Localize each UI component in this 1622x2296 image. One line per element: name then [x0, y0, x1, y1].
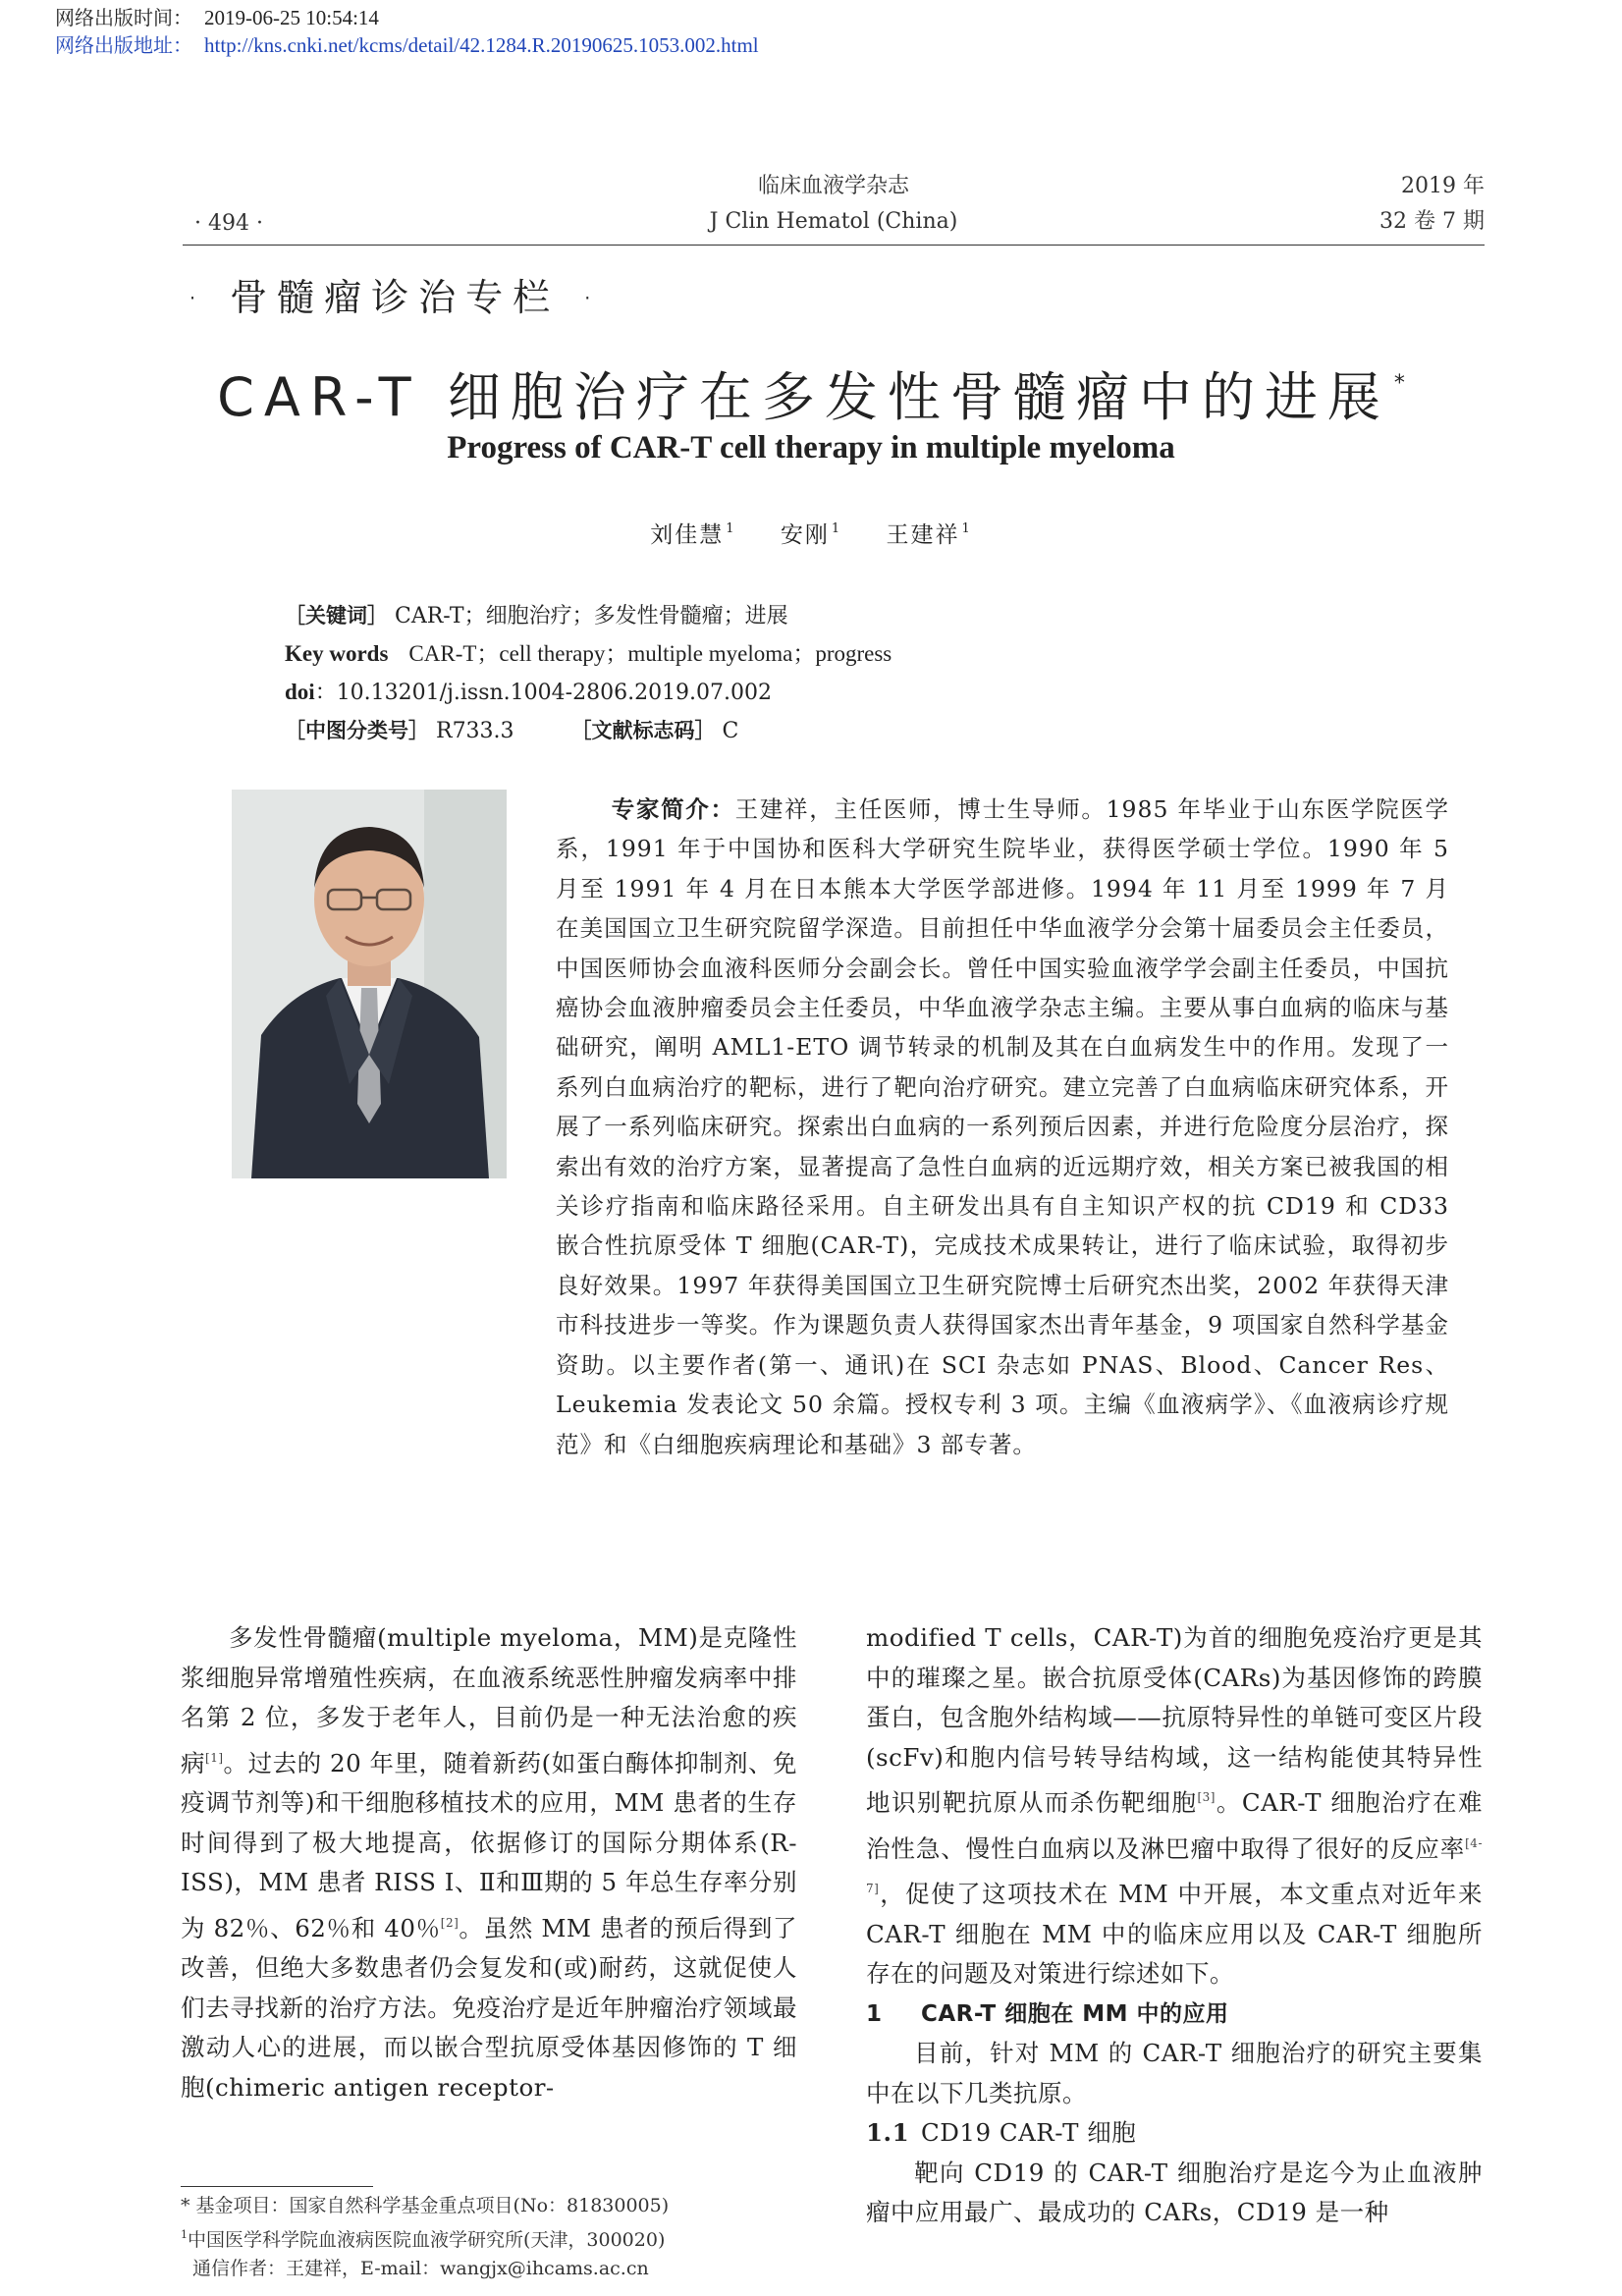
keywords-label: ［关键词］ — [285, 604, 388, 628]
author-affiliation: 1 — [831, 521, 842, 536]
author — [781, 522, 841, 548]
keywords-line — [285, 597, 892, 635]
subsection-title: CD19 CAR-T 细胞 — [921, 2118, 1137, 2147]
doc-code-label: ［文献标志码］ — [570, 719, 716, 742]
subsection-heading — [866, 2113, 1483, 2154]
text-run: modified T cells，CAR-T)为首的细胞免疫治疗更是其中的璀璨之星。嵌合抗原受体(CARs)为基因修饰的跨膜蛋白，包含胞外结构域——抗原特异性的单链可变区片段(scFv)和胞内信号转导结构域，这一结构能使其特异性地识别靶抗原从而杀伤靶细胞 — [866, 1623, 1483, 1817]
body-paragraph — [866, 1618, 1483, 1995]
header-rule — [183, 245, 1485, 246]
article-title-en: Progress of CAR-T cell therapy in multiple myeloma — [447, 430, 1175, 465]
subsection-number: 1.1 — [866, 2118, 910, 2147]
body-paragraph: 目前，针对 MM 的 CAR-T 细胞治疗的研究主要集中在以下几类抗原。 — [866, 2039, 1483, 2107]
doi-line — [285, 674, 892, 712]
section-number: 1 — [866, 2000, 883, 2027]
online-address-link[interactable]: http://kns.cnki.net/kcms/detail/42.1284.R.20190625.1053.002.html — [204, 33, 759, 57]
citation: [2] — [440, 1915, 460, 1930]
doc-code-value: C — [722, 719, 739, 743]
expert-portrait — [232, 790, 507, 1178]
body-column-left — [181, 1618, 797, 2107]
author-affiliation: 1 — [961, 521, 972, 536]
footnote-affiliation — [181, 2220, 809, 2255]
keywords-en-label: Key words — [285, 641, 389, 666]
online-publication-info — [55, 4, 759, 59]
author-list — [0, 517, 1622, 549]
article-metadata — [285, 597, 892, 750]
body-paragraph: 靶向 CD19 的 CAR-T 细胞治疗是迄今为止血液肿瘤中应用最广、最成功的 CARs，CD19 是一种 — [866, 2158, 1483, 2226]
portrait-illustration — [232, 790, 507, 1178]
body-paragraph — [181, 1618, 797, 2107]
author-name: 王建祥 — [886, 522, 960, 548]
section-title: CAR-T 细胞在 MM 中的应用 — [921, 2000, 1229, 2027]
affiliation-mark: 1 — [181, 2228, 188, 2241]
text-run: 。CAR-T 细胞治疗在难治性急、慢性白血病以及淋巴瘤中取得了很好的反应率 — [866, 1788, 1484, 1863]
online-address-line[interactable] — [55, 31, 759, 59]
footnote-correspondence: 通信作者：王建祥，E-mail：wangjx@ihcams.ac.cn — [192, 2258, 649, 2279]
citation: [3] — [1197, 1790, 1216, 1804]
classification-line — [285, 712, 892, 750]
affiliation-text: 中国医学科学院血液病医院血液学研究所(天津，300020) — [188, 2229, 666, 2251]
expert-bio-text: 王建祥，主任医师，博士生导师。1985 年毕业于山东医学院医学系，1991 年于中国协和医科大学研究生院毕业，获得医学硕士学位。1990 年 5 月至 1991 年 4 月在日本熊本大学医学部进修。1994 年 11 月至 1999 年 7 月在美国国立卫生研究院留学深造。目前担任中华血液学分会第十届委员会主任委员，中国医师协会血液科医师分会副会长。曾任中国实验血液学学会副主任委员，中国抗癌协会血液肿瘤委员会主任委员，中华血液学杂志主编。主要从事白血病的临床与基础研究，阐明 AML1-ETO 调节转录的机制及其在白血病发生中的作用。发现了一系列白血病治疗的靶标，进行了靶向治疗研究。建立完善了白血病临床研究体系，开展了一系列临床研究。探索出白血病的一系列预后因素，并进行危险度分层治疗，探索出有效的治疗方案，显著提高了急性白血病的近远期疗效，相关方案已被我国的相关诊疗指南和临床路径采用。自主研发出具有自主知识产权的抗 CD19 和 CD33 嵌合性抗原受体 T 细胞(CAR-T)，完成技术成果转让，进行了临床试验，取得初步良好效果。1997 年获得美国国立卫生研究院博士后研究杰出奖，2002 年获得天津市科技进步一等奖。作为课题负责人获得国家杰出青年基金，9 项国家自然科学基金资助。以主要作者(第一、通讯)在 SCI 杂志如 PNAS、Blood、Cancer Res、Leukemia 发表论文 50 余篇。授权专利 3 项。主编《血液病学》、《血液病诊疗规范》和《白细胞疾病理论和基础》3 部专著。 — [556, 795, 1449, 1458]
footnote-rule — [181, 2186, 373, 2187]
text-run: 。过去的 20 年里，随着新药(如蛋白酶体抑制剂、免疫调节剂等)和干细胞移植技术的应用，MM 患者的生存时间得到了极大地提高，依据修订的国际分期体系(R-ISS)，MM 患者 RISS Ⅰ、Ⅱ和Ⅲ期的 5 年总生存率分别为 82％、62％和 40％ — [181, 1748, 797, 1942]
author — [886, 522, 971, 548]
citation: [1] — [205, 1750, 224, 1765]
section-heading — [866, 1995, 1483, 2035]
footnotes — [181, 2192, 809, 2283]
author-affiliation: 1 — [726, 521, 736, 536]
clc-label: ［中图分类号］ — [285, 719, 429, 742]
journal-name-cn: 临床血液学杂志 — [757, 174, 909, 198]
fund-mark: * — [1393, 371, 1405, 396]
journal-name-en: J Clin Hematol (China) — [709, 209, 958, 234]
body-column-right — [866, 1618, 1483, 2233]
expert-bio — [556, 790, 1449, 1464]
running-head — [183, 169, 1485, 246]
online-time-value: 2019-06-25 10:54:14 — [204, 6, 379, 29]
text-run: 。虽然 MM 患者的预后得到了改善，但绝大多数患者仍会复发和(或)耐药，这就促使人们去寻找新的治疗方法。免疫治疗是近年肿瘤治疗领域最激动人心的进展，而以嵌合型抗原受体基因修饰的 T 细胞(chimeric antigen receptor- — [181, 1913, 798, 2102]
clc-value: R733.3 — [436, 719, 514, 743]
column-title: · 骨髓瘤诊治专栏 · — [187, 276, 604, 319]
author-name: 安刚 — [780, 522, 830, 548]
issue-year: 2019 年 — [1401, 174, 1485, 198]
doi-value: ：10.13201/j.issn.1004-2806.2019.07.002 — [314, 681, 773, 705]
doi-label: doi — [285, 680, 315, 704]
article-title-cn-text: CAR-T 细胞治疗在多发性骨髓瘤中的进展 — [217, 366, 1390, 428]
online-time-label: 网络出版时间： — [55, 6, 192, 29]
footnote-fund: * 基金项目：国家自然科学基金重点项目(No：81830005) — [181, 2195, 670, 2216]
keywords: CAR-T；细胞治疗；多发性骨髓瘤；进展 — [395, 604, 788, 629]
text-run: 多发性骨髓瘤(multiple myeloma，MM)是克隆性浆细胞异常增殖性疾病，在血液系统恶性肿瘤发病率中排名第 2 位，多发于老年人，目前仍是一种无法治愈的疾病 — [181, 1623, 797, 1777]
expert-bio-label: 专家简介： — [611, 795, 735, 823]
author-name: 刘佳慧 — [650, 522, 725, 548]
keywords-en: CAR-T；cell therapy；multiple myeloma；progress — [408, 641, 892, 666]
issue-volume: 32 卷 7 期 — [1379, 209, 1485, 234]
citation: [4-7] — [866, 1835, 1483, 1895]
page-number: · 494 · — [194, 211, 263, 236]
online-address-label: 网络出版地址： — [55, 33, 192, 57]
keywords-en-line — [285, 635, 892, 674]
text-run: ，促使了这项技术在 MM 中开展，本文重点对近年来 CAR-T 细胞在 MM 中的临床应用以及 CAR-T 细胞所存在的问题及对策进行综述如下。 — [866, 1880, 1483, 1988]
issue-info — [1379, 169, 1485, 240]
journal-name — [183, 169, 1485, 240]
online-time-line — [55, 4, 759, 31]
author — [650, 522, 735, 548]
article-title-cn — [0, 355, 1622, 431]
